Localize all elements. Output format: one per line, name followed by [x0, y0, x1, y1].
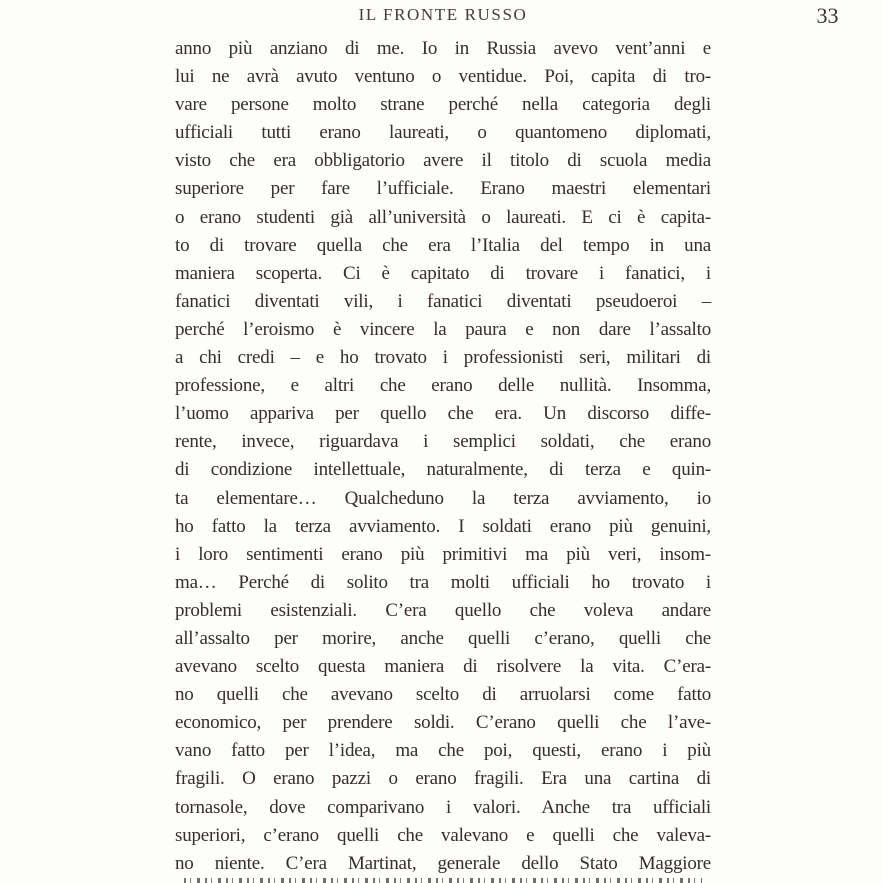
text-line: ta elementare… Qualcheduno la terza avviamento, io	[175, 487, 711, 509]
text-line: visto che era obbligatorio avere il titolo di scuola media	[175, 150, 711, 172]
text-line: superiori, c’erano quelli che valevano e quelli che valeva-	[175, 824, 711, 846]
text-line: ma… Perché di solito tra molti ufficiali ho trovato i	[175, 571, 711, 593]
text-line: maniera scoperta. Ci è capitato di trovare i fanatici, i	[175, 262, 711, 284]
text-line: lui ne avrà avuto ventuno o ventidue. Poi, capita di tro-	[175, 66, 711, 88]
text-line: ufficiali tutti erano laureati, o quantomeno diplomati,	[175, 122, 711, 144]
text-line: a chi credi – e ho trovato i professionisti seri, militari di	[175, 347, 711, 369]
text-line: superiore per fare l’ufficiale. Erano maestri elementari	[175, 178, 711, 200]
text-line: no quelli che avevano scelto di arruolarsi come fatto	[175, 684, 711, 706]
text-line: to di trovare quella che era l’Italia del tempo in una	[175, 234, 711, 256]
text-line: all’assalto per morire, anche quelli c’erano, quelli che	[175, 627, 711, 649]
cut-off-next-line	[184, 878, 702, 883]
text-line: vare persone molto strane perché nella categoria degli	[175, 94, 711, 116]
text-line: no niente. C’era Martinat, generale dello Stato Maggiore	[175, 852, 711, 874]
text-line: fragili. O erano pazzi o erano fragili. Era una cartina di	[175, 768, 711, 790]
text-line: i loro sentimenti erano più primitivi ma più veri, insom-	[175, 543, 711, 565]
text-line: anno più anziano di me. Io in Russia avevo vent’anni e	[175, 38, 711, 59]
text-line: rente, invece, riguardava i semplici soldati, che erano	[175, 431, 711, 453]
text-line: tornasole, dove comparivano i valori. Anche tra ufficiali	[175, 796, 711, 818]
text-line: problemi esistenziali. C’era quello che voleva andare	[175, 599, 711, 621]
text-line: professione, e altri che erano delle nullità. Insomma,	[175, 375, 711, 397]
text-line: avevano scelto questa maniera di risolvere la vita. C’era-	[175, 656, 711, 678]
text-line: fanatici diventati vili, i fanatici diventati pseudoeroi –	[175, 290, 711, 312]
page-number: 33	[816, 3, 839, 28]
text-line: perché l’eroismo è vincere la paura e non dare l’assalto	[175, 318, 711, 340]
text-line: vano fatto per l’idea, ma che poi, questi, erano i più	[175, 740, 711, 762]
text-line: l’uomo appariva per quello che era. Un discorso diffe-	[175, 403, 711, 425]
text-line: economico, per prendere soldi. C’erano quelli che l’ave-	[175, 712, 711, 734]
running-head: IL FRONTE RUSSO	[358, 5, 528, 24]
body-text-block	[175, 35, 711, 878]
text-line: ho fatto la terza avviamento. I soldati erano più genuini,	[175, 515, 711, 537]
text-line: di condizione intellettuale, naturalmente, di terza e quin-	[175, 459, 711, 481]
text-line: o erano studenti già all’università o laureati. E ci è capita-	[175, 206, 711, 228]
